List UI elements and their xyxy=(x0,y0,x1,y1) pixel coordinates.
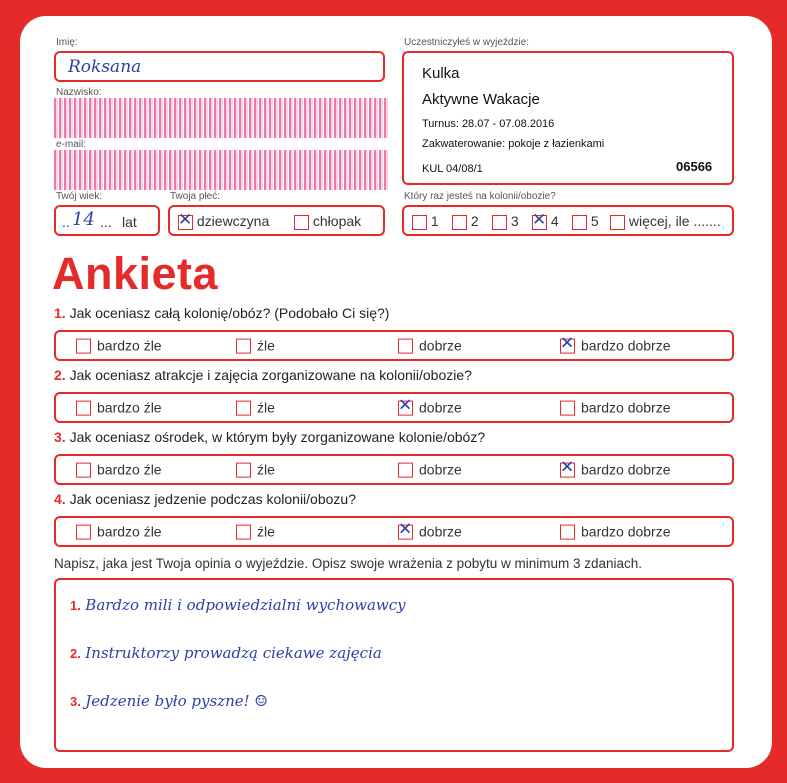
times-4-checkbox[interactable] xyxy=(532,215,547,230)
opinion-box[interactable] xyxy=(54,578,734,752)
times-3-label: 3 xyxy=(510,213,519,229)
rating-option[interactable] xyxy=(398,399,462,416)
surname-redacted xyxy=(54,98,388,138)
times-3-checkbox[interactable] xyxy=(492,215,507,230)
rating-label: dobrze xyxy=(419,523,462,540)
times-field xyxy=(402,205,734,236)
rating-option[interactable] xyxy=(398,523,462,540)
rating-row-4 xyxy=(54,516,734,547)
rating-checkbox[interactable] xyxy=(76,339,91,354)
rating-row-2 xyxy=(54,392,734,423)
opinion-line-3 xyxy=(70,692,268,711)
email-label: e-mail: xyxy=(56,139,87,150)
gender-boy-checkbox[interactable] xyxy=(294,215,309,230)
camp-accommodation: Zakwaterowanie: pokoje z łazienkami xyxy=(422,138,605,150)
times-option-5[interactable] xyxy=(572,213,599,230)
opinion-line-2 xyxy=(70,644,382,663)
rating-option[interactable] xyxy=(398,461,462,478)
rating-option[interactable] xyxy=(236,399,275,416)
question-1 xyxy=(54,305,389,321)
rating-label: źle xyxy=(257,399,275,416)
times-option-4[interactable] xyxy=(532,213,559,230)
rating-row-3 xyxy=(54,454,734,485)
rating-checkbox[interactable] xyxy=(398,525,413,540)
times-option-2[interactable] xyxy=(452,213,479,230)
rating-label: źle xyxy=(257,337,275,354)
age-value: 14 xyxy=(72,209,95,230)
rating-label: bardzo źle xyxy=(97,523,162,540)
rating-option[interactable] xyxy=(398,337,462,354)
rating-label: źle xyxy=(257,523,275,540)
age-unit: lat xyxy=(122,214,137,230)
rating-option[interactable] xyxy=(560,461,671,478)
times-1-label: 1 xyxy=(430,213,439,229)
rating-checkbox[interactable] xyxy=(236,401,251,416)
participation-label: Uczestniczyłeś w wyjeździe: xyxy=(404,37,530,48)
question-number: 2. xyxy=(54,367,66,383)
times-2-checkbox[interactable] xyxy=(452,215,467,230)
question-number: 4. xyxy=(54,491,66,507)
times-1-checkbox[interactable] xyxy=(412,215,427,230)
times-4-label: 4 xyxy=(550,213,559,229)
age-label: Twój wiek: xyxy=(56,191,103,202)
question-text: Jak oceniasz jedzenie podczas kolonii/obozu? xyxy=(69,491,356,507)
rating-label: bardzo źle xyxy=(97,399,162,416)
question-3 xyxy=(54,429,485,445)
times-more-label: więcej, ile ....... xyxy=(628,213,721,229)
rating-checkbox[interactable] xyxy=(236,525,251,540)
opinion-line-1 xyxy=(70,596,406,615)
survey-title: Ankieta xyxy=(52,248,219,299)
question-2 xyxy=(54,367,472,383)
rating-checkbox[interactable] xyxy=(560,525,575,540)
rating-option[interactable] xyxy=(76,523,162,540)
gender-girl-checkbox[interactable] xyxy=(178,215,193,230)
rating-label: bardzo źle xyxy=(97,337,162,354)
rating-option[interactable] xyxy=(236,461,275,478)
times-more-checkbox[interactable] xyxy=(610,215,625,230)
opinion-num-1: 1. xyxy=(70,598,81,613)
opinion-text-2: Instruktorzy prowadzą ciekawe zajęcia xyxy=(85,644,382,662)
opinion-text-1: Bardzo mili i odpowiedzialni wychowawcy xyxy=(85,596,406,614)
email-redacted xyxy=(54,150,388,190)
gender-option-girl[interactable] xyxy=(178,213,269,230)
name-field[interactable] xyxy=(54,51,385,82)
rating-checkbox[interactable] xyxy=(76,401,91,416)
camp-info-box xyxy=(402,51,734,185)
age-field[interactable] xyxy=(54,205,160,236)
rating-checkbox[interactable] xyxy=(76,463,91,478)
times-5-checkbox[interactable] xyxy=(572,215,587,230)
rating-checkbox[interactable] xyxy=(76,525,91,540)
question-text: Jak oceniasz całą kolonię/obóz? (Podobało Ci się?) xyxy=(69,305,390,321)
name-value: Roksana xyxy=(68,57,142,77)
surname-label: Nazwisko: xyxy=(56,87,102,98)
question-4 xyxy=(54,491,356,507)
camp-name-line2: Aktywne Wakacje xyxy=(422,91,540,108)
rating-checkbox[interactable] xyxy=(560,401,575,416)
rating-option[interactable] xyxy=(76,399,162,416)
opinion-num-2: 2. xyxy=(70,646,81,661)
gender-option-boy[interactable] xyxy=(294,213,361,230)
gender-label: Twoja płeć: xyxy=(170,191,221,202)
rating-label: dobrze xyxy=(419,399,462,416)
rating-label: bardzo dobrze xyxy=(581,523,671,540)
rating-option[interactable] xyxy=(76,337,162,354)
times-label: Który raz jesteś na kolonii/obozie? xyxy=(404,191,556,202)
rating-label: bardzo dobrze xyxy=(581,399,671,416)
opinion-num-3: 3. xyxy=(70,694,81,709)
rating-checkbox[interactable] xyxy=(236,339,251,354)
times-option-more[interactable] xyxy=(610,213,721,230)
times-option-1[interactable] xyxy=(412,213,439,230)
age-dots-pre: .. xyxy=(62,214,70,230)
question-number: 3. xyxy=(54,429,66,445)
rating-option[interactable] xyxy=(560,399,671,416)
rating-label: bardzo źle xyxy=(97,461,162,478)
gender-boy-label: chłopak xyxy=(312,213,362,229)
rating-option[interactable] xyxy=(236,523,275,540)
opinion-text-3: Jedzenie było pyszne! ☺ xyxy=(85,692,268,710)
rating-option[interactable] xyxy=(560,337,671,354)
question-text: Jak oceniasz ośrodek, w którym były zorganizowane kolonie/obóz? xyxy=(69,429,486,445)
camp-name-line1: Kulka xyxy=(422,65,460,82)
rating-checkbox[interactable] xyxy=(398,463,413,478)
camp-number: 06566 xyxy=(676,159,713,174)
rating-label: dobrze xyxy=(419,461,462,478)
name-label: Imię: xyxy=(56,37,78,48)
rating-checkbox[interactable] xyxy=(236,463,251,478)
age-dots-post: ... xyxy=(100,214,112,230)
question-text: Jak oceniasz atrakcje i zajęcia zorganizowane na kolonii/obozie? xyxy=(69,367,472,383)
rating-label: bardzo dobrze xyxy=(581,337,671,354)
times-5-label: 5 xyxy=(590,213,599,229)
question-number: 1. xyxy=(54,305,66,321)
opinion-prompt: Napisz, jaka jest Twoja opinia o wyjeździe. Opisz swoje wrażenia z pobytu w minimum 3 zdaniach. xyxy=(54,556,643,571)
gender-girl-label: dziewczyna xyxy=(196,213,270,229)
rating-row-1 xyxy=(54,330,734,361)
rating-option[interactable] xyxy=(560,523,671,540)
rating-checkbox[interactable] xyxy=(560,463,575,478)
gender-field xyxy=(168,205,385,236)
rating-option[interactable] xyxy=(76,461,162,478)
rating-checkbox[interactable] xyxy=(560,339,575,354)
times-option-3[interactable] xyxy=(492,213,519,230)
rating-label: dobrze xyxy=(419,337,462,354)
rating-label: bardzo dobrze xyxy=(581,461,671,478)
rating-checkbox[interactable] xyxy=(398,339,413,354)
rating-checkbox[interactable] xyxy=(398,401,413,416)
times-2-label: 2 xyxy=(470,213,479,229)
camp-turnus: Turnus: 28.07 - 07.08.2016 xyxy=(422,118,555,130)
rating-label: źle xyxy=(257,461,275,478)
rating-option[interactable] xyxy=(236,337,275,354)
camp-code: KUL 04/08/1 xyxy=(422,163,483,175)
